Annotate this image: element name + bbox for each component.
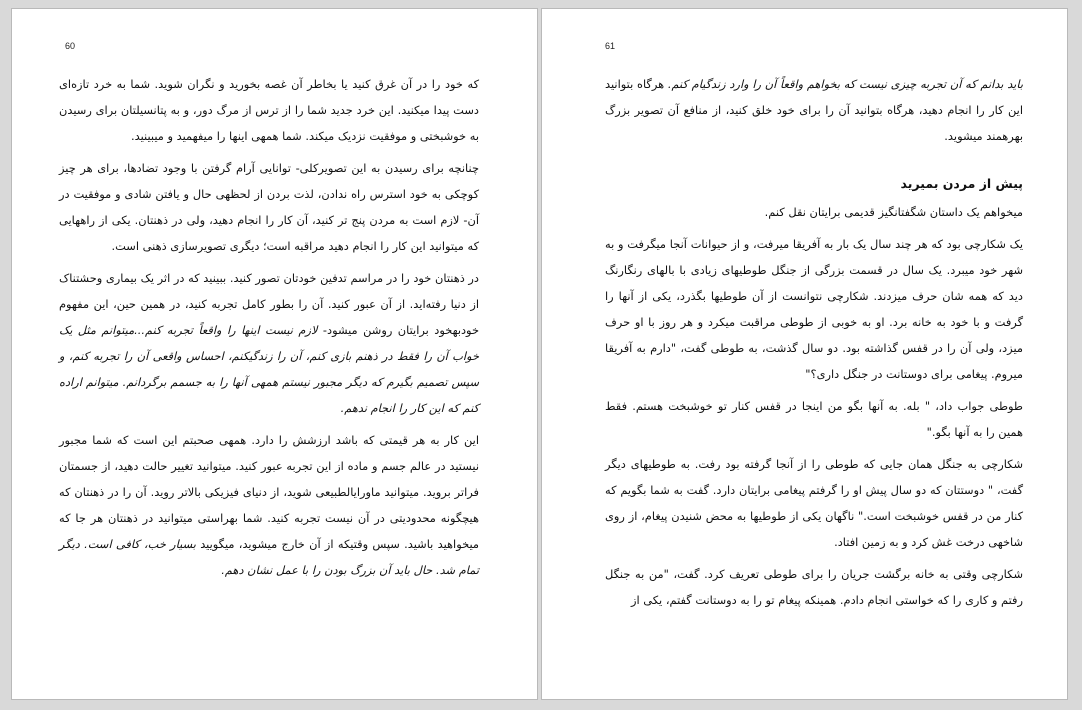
paragraph-text: در ذهنتان خود را در مراسم تدفین خودتان تصور کنید. ببینید که در اثر یک بیماری وحشتناک از دنیا رفته‌اید. از آن عبور کنید. آن را بطور کامل تجربه کنید، در همین حین، این مفهوم خودبهخود برایتان روشن میشود-	[59, 271, 479, 337]
section-heading: پیش از مردن بمیرید	[900, 176, 1023, 191]
left-page	[11, 8, 538, 700]
paragraph: شکارچی وقتی به خانه برگشت جریان را برای طوطی تعریف کرد. گفت، "من به جنگل رفتم و کاری را که خواستی انجام دادم. همینکه پیغام تو را به دوستانت گفتم، یکی از	[605, 567, 1023, 607]
page-number: 60	[65, 41, 76, 51]
paragraph	[59, 427, 479, 583]
page-body	[59, 71, 479, 589]
page-body	[605, 71, 1023, 619]
paragraph: میخواهم یک داستان شگفتانگیز قدیمی برایتان نقل کنم.	[764, 205, 1023, 219]
paragraph-text: این کار به هر قیمتی که باشد ارزشش را دارد. همهی صحبتم این است که شما مجبور نیستید در عالم جسم و ماده از این تجربه عبور کنید. میتوانید تغییر حالت دهید، از جسمتان فراتر بروید. میتوانید ماورایالطبیعی شوید، از دنیای فیزیکی بالاتر روید. آن را در ذهنتان که هیچگونه محدودیتی در آن نیست تجربه کنید. شما بهراستی میتوانید در ذهنتان هر جا که میخواهید باشید. سپس وقتیکه از آن خارج میشوید، میگویید	[59, 433, 479, 551]
page-number: 61	[605, 41, 616, 51]
paragraph: یک شکارچی بود که هر چند سال یک بار به آفریقا میرفت، و از حیوانات آنجا میگرفت و به شهر خود میبرد. یک سال در قسمت بزرگی از جنگل طوطیهای زیادی با بالهای رنگارنگ دید که همه شان حرف میزدند. شکارچی نتوانست از آن طوطیها بگذرد، یکی از آنها را گرفت و با خود به خانه برد. او به خوبی از طوطی مراقبت میکرد و هر روز با او حرف میزد، ولی آن را در قفس گذاشته بود. دو سال گذشت، به طوطی گفت، "دارم به آفریقا میروم. پیغامی برای دوستانت در جنگل داری؟"	[605, 237, 1023, 381]
right-page	[541, 8, 1068, 700]
paragraph-italic-text: لازم نیست اینها را واقعاً تجربه کنم...میتوانم مثل یک خواب آن را فقط در ذهنم بازی کنم، آن را زندگیکنم، احساس واقعی آن را تجربه کنم، و سپس تصمیم بگیرم که دیگر مجبور نیستم همهی آنها را به جسمم برگردانم. میتوانم اراده کنم که این کار را انجام ندهم.	[59, 323, 479, 415]
paragraph-italic-text: بسیار خب، کافی است. دیگر تمام شد. حال باید آن بزرگ بودن را با عمل نشان دهم.	[59, 537, 479, 577]
paragraph: که خود را در آن غرق کنید یا بخاطر آن غصه بخورید و نگران شوید. شما به خرد تازه‌ای دست پیدا میکنید. این خرد جدید شما را از ترس از مرگ دور، و به پتانسیلتان برای رسیدن به خوشبختی و موفقیت نزدیک میکند. شما همهی اینها را میفهمید و میبینید.	[59, 77, 479, 143]
paragraph-italic-text: باید بدانم که آن تجربه چیزی نیست که بخواهم واقعاً آن را وارد زندگیام کنم.	[667, 77, 1023, 91]
paragraph	[605, 71, 1023, 149]
paragraph: شکارچی به جنگل همان جایی که طوطی را از آنجا گرفته بود رفت. به طوطیهای دیگر گفت، " دوستتان که دو سال پیش او را گرفتم پیغامی برایتان دارد. گفت به شما بگویم که کنار من در قفس خوشبخت است." ناگهان یکی از طوطیها به محض شنیدن پیغام، از روی شاخهی درخت غش کرد و به زمین افتاد.	[605, 457, 1023, 549]
paragraph: چنانچه برای رسیدن به این تصویرکلی- توانایی آرام گرفتن با وجود تضادها، برای هر چیز کوچکی به خود استرس راه ندادن، لذت بردن از لحظهی حال و یافتن شادی و موفقیت در آن- لازم است به مردن پنج تر کنید، آن کار را انجام دهید، ولی در ذهنتان. یکی از راههایی که میتوانید این کار را انجام دهید مراقبه است؛ دیگری تصویرسازی ذهنی است.	[59, 161, 479, 253]
paragraph-text: هرگاه بتوانید این کار را انجام دهید، هرگاه بتوانید آن را برای خود خلق کنید، از منافع آن تصویر بزرگ بهرهمند میشوید.	[605, 77, 1023, 143]
paragraph: طوطی جواب داد، " بله. به آنها بگو من اینجا در قفس کنار تو خوشبخت هستم. فقط همین را به آنها بگو."	[605, 399, 1023, 439]
paragraph	[59, 265, 479, 421]
